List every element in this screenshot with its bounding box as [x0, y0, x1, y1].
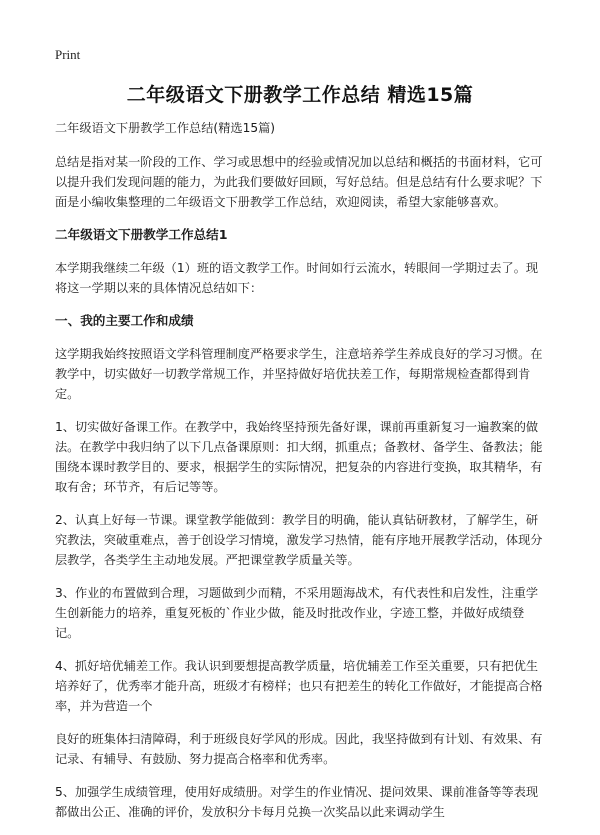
section-heading: 二年级语文下册教学工作总结1 [55, 227, 228, 242]
body-paragraph: 2、认真上好每一节课。课堂教学能做到：教学目的明确，能认真钻研教材，了解学生，研究教法，突破重难点，善于创设学习情境，激发学习热情，能有序地开展教学活动，体现分层教学，各类学生主动地发展。严把课堂教学质量关等。 [55, 513, 543, 567]
document-subtitle: 二年级语文下册教学工作总结(精选15篇) [55, 121, 276, 135]
body-paragraph: 5、加强学生成绩管理，使用好成绩册。对学生的作业情况、提问效果、课前准备等等表现都做出公正、准确的评价，发放积分卡每月兑换一次奖品以此来调动学生 [55, 785, 539, 819]
document-title: 二年级语文下册教学工作总结 精选15篇 [126, 84, 474, 106]
body-paragraph: 1、切实做好备课工作。在教学中，我始终坚持预先备好课，课前再重新复习一遍教案的做法。在教学中我归纳了以下几点备课原则：扣大纲，抓重点；备教材、备学生、备教法；能围绕本课时教学目的、要求，根据学生的实际情况，把复杂的内容进行变换，取其精华，有取有舍；环节齐，有后记等等。 [55, 420, 543, 494]
body-paragraph: 4、抓好培优辅差工作。我认识到要想提高教学质量，培优辅差工作至关重要，只有把优生培养好了，优秀率才能升高，班级才有榜样；也只有把差生的转化工作做好，才能提高合格率，并为营造一个 [55, 659, 543, 713]
body-paragraph: 良好的班集体扫清障碍，利于班级良好学风的形成。因此，我坚持做到有计划、有效果、有记录、有辅导、有鼓励、努力提高合格率和优秀率。 [55, 732, 543, 766]
part-heading: 一、我的主要工作和成绩 [55, 313, 194, 328]
intro-paragraph: 总结是指对某一阶段的工作、学习或思想中的经验或情况加以总结和概括的书面材料，它可以提升我们发现问题的能力，为此我们要做好回顾，写好总结。但是总结有什么要求呢？下面是小编收集整理的二年级语文下册教学工作总结，欢迎阅读，希望大家能够喜欢。 [55, 155, 543, 209]
body-paragraph: 这学期我始终按照语文学科管理制度严格要求学生，注意培养学生养成良好的学习习惯。在教学中，切实做好一切教学常规工作，并坚持做好培优扶差工作，每期常规检查都得到肯定。 [55, 347, 543, 401]
print-link[interactable]: Print [55, 47, 81, 62]
document-body [55, 118, 547, 835]
body-paragraph: 3、作业的布置做到合理，习题做到少而精，不采用题海战术，有代表性和启发性，注重学生创新能力的培养，重复死板的`作业少做，能及时批改作业，字迹工整，并做好成绩登记。 [55, 586, 539, 640]
section-intro-paragraph: 本学期我继续二年级（1）班的语文教学工作。时间如行云流水，转眼间一学期过去了。现将这一学期以来的具体情况总结如下： [55, 261, 539, 295]
